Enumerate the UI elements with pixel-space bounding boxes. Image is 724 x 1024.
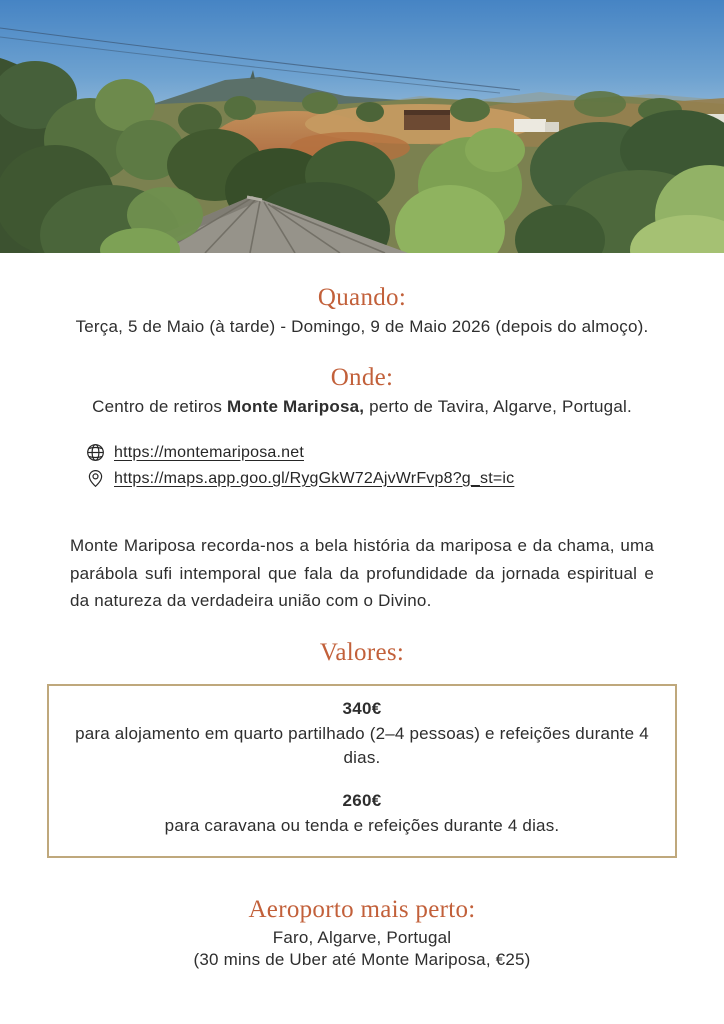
globe-icon — [86, 443, 105, 462]
price-option-caravan-tent — [75, 791, 649, 839]
price-value: 260€ — [342, 790, 382, 810]
valores-heading: Valores: — [319, 638, 405, 666]
price-details: para caravana ou tenda e refeições durante 4 dias. — [164, 815, 560, 835]
website-link-row — [86, 443, 724, 462]
hero-landscape-photo — [0, 0, 724, 253]
onde-location-prefix: Centro de retiros — [92, 397, 228, 416]
airport-location: Faro, Algarve, Portugal — [272, 927, 452, 947]
price-details: para alojamento em quarto partilhado (2–4 pessoas) e refeições durante 4 dias. — [75, 723, 649, 768]
onde-location — [0, 397, 724, 417]
website-link[interactable]: https://montemariposa.net — [114, 443, 304, 461]
quando-dates: Terça, 5 de Maio (à tarde) - Domingo, 9 de Maio 2026 (depois do almoço). — [75, 317, 649, 336]
aeroporto-heading: Aeroporto mais perto: — [248, 895, 476, 923]
links-list — [86, 443, 724, 488]
price-option-shared-room — [75, 699, 649, 771]
quando-heading: Quando: — [317, 284, 407, 311]
retreat-description: Monte Mariposa recorda-nos a bela história da mariposa e da chama, uma parábola sufi intemporal que fala da profundidade da jornada espiritual e da natureza da verdadeira união com o Divino. — [70, 536, 654, 611]
maps-link-row — [86, 469, 724, 488]
onde-location-name: Monte Mariposa, — [227, 397, 365, 416]
onde-location-suffix: perto de Tavira, Algarve, Portugal. — [364, 397, 632, 416]
airport-transfer-info: (30 mins de Uber até Monte Mariposa, €25) — [193, 949, 531, 969]
maps-link[interactable]: https://maps.app.goo.gl/RygGkW72AjvWrFvp8?g_st=ic — [114, 469, 515, 487]
price-value: 340€ — [342, 698, 382, 718]
price-box — [47, 684, 677, 858]
onde-heading: Onde: — [330, 364, 394, 391]
location-pin-icon — [86, 469, 105, 488]
